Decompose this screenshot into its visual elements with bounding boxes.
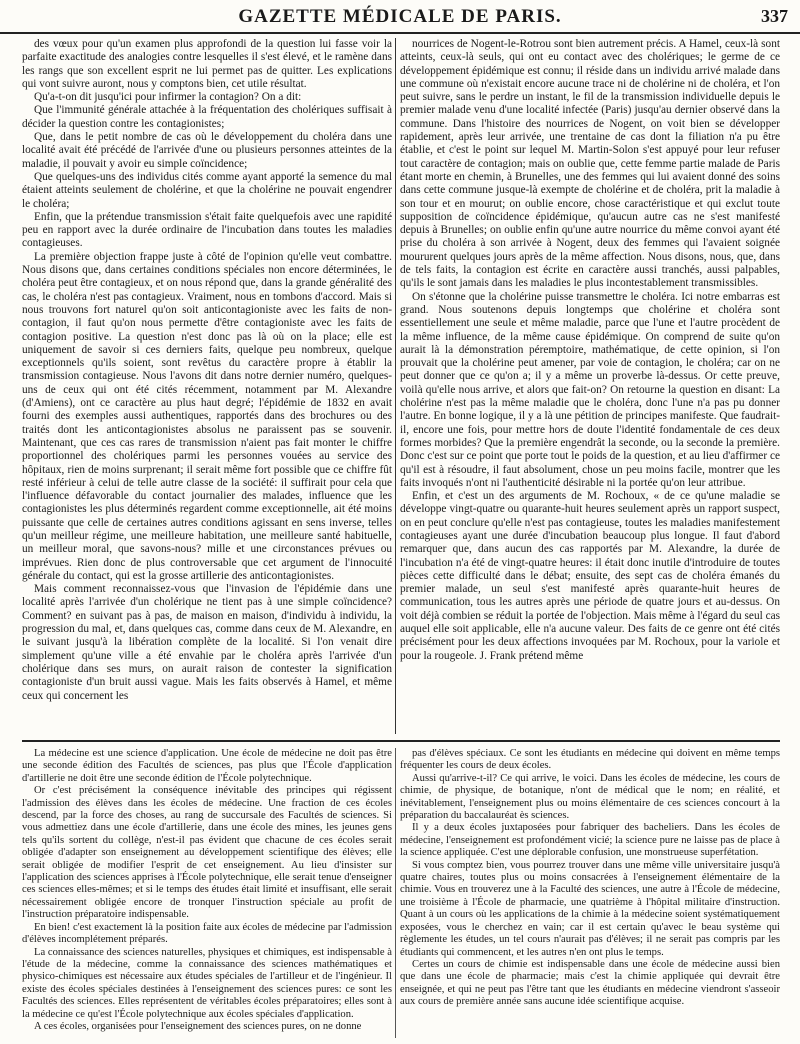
- masthead: [0, 6, 800, 34]
- page-number: 337: [761, 6, 788, 26]
- paragraph: Enfin, et c'est un des arguments de M. Rochoux, « de ce qu'une maladie se développe vingt-quatre ou quarante-huit heures seulement après un rapport suspect, on en peut conclure qu'elle n'est pas contagieuse, toutes les maladies manifestement contagieuses ayant une durée d'incubation beaucoup plus longue. Il faut d'abord remarquer que, dans aucun des cas rapportés par M. Alexandre, la durée de l'incubation n'a été de vingt-quatre heures: il était donc inutile d'introduire de toutes pièces cette difficulté dans le débat; ensuite, des sept cas de choléra émanés du premier malade, un seul s'est manifesté après quarante-huit heures de communication, tous les autres après une période de quatre jours et au-dessus. On voit déjà combien se réduit la portée de l'objection. Mais même à l'égard du seul cas auquel elle soit applicable, elle n'a aucune valeur. Des faits de ce genre ont été cités précisément pour les deux affections invoquées par M. Rochoux, pour la variole et pour la rougeole. J. Frank prétend même: [400, 490, 780, 662]
- paragraph: La connaissance des sciences naturelles, physiques et chimiques, est indispensable à l'étude de la médecine, comme la connaissance des sciences mathématiques et physico-chimiques est nécessaire aux études spéciales de l'artilleur et de l'ingénieur. Il existe des écoles spéciales destinées à l'enseignement des sciences pures: ce sont les Facultés des sciences. Elles représentent de véritables écoles préparatoires; elles sont à la médecine ce qu'est l'École polytechnique aux écoles spéciales d'application.: [22, 946, 392, 1020]
- feuilleton-divider: [22, 740, 780, 742]
- paragraph: Si vous comptez bien, vous pourrez trouver dans une même ville universitaire jusqu'à quatre chaires, toutes plus ou moins consacrées à l'enseignement élémentaire de la chimie. Vous en trouverez une à la Faculté des sciences, une autre à l'École de médecine, une troisième à l'École de pharmacie, une quatrième à l'hôpital militaire d'instruction. Quant à un cours où les applications de la chimie à la médecine soient systématiquement exposées, vous le cherchez en vain; car il est certain qu'avec le beau système qui règlemente les études, un tel cours n'aurait pas d'élèves; il ne serait pas compris par les étudiants qui commencent, et les autres n'en ont plus le temps.: [400, 859, 780, 958]
- paragraph: Aussi qu'arrive-t-il? Ce qui arrive, le voici. Dans les écoles de médecine, les cours de chimie, de physique, de botanique, n'ont de médical que le nom; en réalité, et inévitablement, l'enseignement plus ou moins élémentaire de ces sciences concourt à la préparation du baccalauréat ès sciences.: [400, 772, 780, 822]
- paragraph: On s'étonne que la cholérine puisse transmettre le choléra. Ici notre embarras est grand. Nous soutenons depuis longtemps que cholérine et choléra sont essentiellement une seule et même maladie, parce que l'une et l'autre procèdent de la même influence, de la même cause épidémique. On comprend de suite qu'on aurait là la démonstration péremptoire, mathématique, de cette opinion, si l'on prouvait que la cholérine peut amener, par voie de contagion, le choléra; car on ne peut donner que ce qu'on a; il y a même un proverbe là-dessus. Or cette preuve, voilà qu'elle nous arrive, et alors que fait-on? On retourne la question en disant: La cholérine n'est pas la même maladie que le choléra, donc l'une n'a pas pu donner l'autre. En bonne logique, il y a là une pétition de principes manifeste. Que faudrait-il, encore une fois, pour mettre hors de doute l'identité fondamentale de ces deux formes morbides? Que la première engendrât la seconde, ou la seconde la première. Donc c'est sur ce point que porte tout le poids de la question, et au lieu d'affirmer ce qu'il est à résoudre, il faut absolument, chose un peu moins facile, montrer que les faits invoqués n'ont ni l'authenticité désirable ni la portée qu'on leur attribue.: [400, 290, 780, 489]
- paragraph: En bien! c'est exactement là la position faite aux écoles de médecine par l'admission d'élèves incomplétement préparés.: [22, 921, 392, 946]
- paragraph: des vœux pour qu'un examen plus approfondi de la question lui fasse voir la parfaite exactitude des analogies contre lesquelles il s'est élevé, et le ramène dans les rangs que son excellent esprit ne lui permet pas de quitter. Les explications qui vont suivre auront, nous y comptons bien, cet utile résultat.: [22, 38, 392, 90]
- main-column-right: [400, 38, 780, 738]
- paragraph: Or c'est précisément la conséquence inévitable des principes qui régissent l'admission des élèves dans les écoles de médecine. Une fraction de ces écoles descend, par la force des choses, au rang de succursale des Facultés de sciences. Si vous admettiez dans une école d'artillerie, dans une école des mines, les jeunes gens tels qu'ils sortent du collège, n'est-il pas évident que chacune de ces écoles serait obligée d'adapter son enseignement au développement scientifique des élèves; elle serait obligée de modifier l'esprit de cet enseignement. Au lieu d'insister sur l'application des sciences apprises à l'École polytechnique, elle serait tenue d'enseigner ces sciences elles-mêmes; et si le temps des études était limité et insuffisant, elle serait nécessairement obligée encore de tronquer l'instruction spéciale au profit de l'instruction préparatoire indispensable.: [22, 785, 392, 921]
- paragraph: Mais comment reconnaissez-vous que l'invasion de l'épidémie dans une localité après l'arrivée d'un cholérique ne tient pas à une simple coïncidence? Comment? en suivant pas à pas, de maison en maison, d'individu à individu, la progression du mal, et, dans quelques cas, comme dans ceux de M. Alexandre, en le suivant jusqu'à la libération complète de la localité. Si l'on venait dire simplement qu'une ville a été envahie par le choléra après l'arrivée d'un cholérique dans ses murs, on aurait raison de contester la signification contagioniste d'un bruit aussi vague. Mais les faits observés à Hamel, et même ceux qui concernent les: [22, 583, 392, 702]
- paragraph: Enfin, que la prétendue transmission s'était faite quelquefois avec une rapidité peu en rapport avec la durée ordinaire de l'incubation dans toutes les maladies contagieuses.: [22, 210, 392, 250]
- paragraph: La première objection frappe juste à côté de l'opinion qu'elle veut combattre. Nous disons que, dans certaines conditions spéciales non encore déterminées, le choléra peut être contagieux, et on nous répond que, dans la grande généralité des cas, le choléra n'est pas contagieux. Vraiment, nous en tombons d'accord. Mais si nous trouvons fort naturel qu'on soit anticontagioniste avec les faits de non-contagion, il faut qu'on nous permette d'être contagioniste avec les faits de contagion positive. La question n'est donc pas là où on la place; elle est uniquement de savoir si ces derniers faits, quelque peu nombreux, quelque exceptionnels qu'ils soient, sont revêtus du caractère propre à établir la transmission contagieuse. Nous l'avons dit dans notre dernier numéro, quelques-uns de ceux qui ont été cités récemment, notamment par M. Alexandre (d'Amiens), ont ce caractère au plus haut degré; l'épidémie de 1832 en avait fourni des exemples aussi authentiques, rapportés dans des brochures ou des traités dont les anticontagionistes absolus ne paraissent pas se souvenir. Maintenant, que ces cas rares de transmission n'aient pas fait monter le chiffre proportionnel des cholériques parmi les personnes vouées au service des hôpitaux, rien de moins surprenant; il serait même fort possible que ce chiffre fût resté inférieur à celui de telle autre classe de la société: il suffirait pour cela que l'influence défavorable du contact journalier des malades, influence que les contagionistes les plus déterminés regardent comme exceptionnelle, ait été moins puissante que celle de certaines autres conditions agissant en sens inverse, telles qu'un meilleur régime, une meilleure habitation, une meilleure santé habituelle, un meilleur moral, que savons-nous? mille et une circonstances prévues ou imprévues. Rien donc de plus controversable que cet argument de l'innocuité générale du contact, qui est la grosse artillerie des anticontagionistes.: [22, 250, 392, 582]
- paragraph: A ces écoles, organisées pour l'enseignement des sciences pures, on ne donne: [34, 1020, 362, 1032]
- paragraph: Il y a deux écoles juxtaposées pour fabriquer des bacheliers. Dans les écoles de médecine, l'enseignement est profondément vicié; la science pure ne laisse pas de place à la science appliquée. C'est une déplorable confusion, une monstrueuse superfétation.: [400, 822, 780, 859]
- paragraph: La médecine est une science d'application. Une école de médecine ne doit pas être une seconde édition des Facultés de sciences, pas plus que l'École d'application d'artillerie ne doit être une seconde édition de l'École polytechnique.: [22, 748, 392, 784]
- paragraph: Que quelques-uns des individus cités comme ayant apporté la semence du mal étaient atteints seulement de cholérine, et que la cholérine ne pouvait engendrer le choléra;: [22, 170, 392, 210]
- paragraph: nourrices de Nogent-le-Rotrou sont bien autrement précis. A Hamel, ceux-là sont atteints, ceux-là seuls, qui ont eu contact avec des cholériques; le germe de ce développement épidémique est connu; il réside dans un individu arrivé malade dans une commune où n'existait encore aucune trace ni de cholérine ni de choléra, et l'on peut suivre, sans le perdre un instant, le fil de la transmission individuelle depuis le premier malade venu d'une localité infectée (Paris) jusqu'au dernier observé dans la commune. Dans l'histoire des nourrices de Nogent, on voit bien se développer rapidement, après leur arrivée, une trentaine de cas dont la filiation n'a pu être établie, et c'est le point sur lequel M. Martin-Solon s'est appuyé pour leur refuser tout caractère de contagion; mais on oublie que, cette femme partie malade de Paris étant morte en chemin, à Brunelles, une des femmes qui lui avaient donné des soins dans cette commune jusque-là exempte de cholérine et de choléra, prit la maladie à son tour et en mourut; on oublie encore, chose caractéristique et qui exclut toute supposition de coïncidence épidémique, qu'aucun autre cas ne s'est manifesté depuis à Brunelles; on oublie enfin qu'une autre nourrice du même convoi ayant été prise du choléra à son arrivée à Nogent, deux des femmes qui l'avaient soignée moururent quelques jours après de la même affection. Nous disons, nous, que, dans de tels faits, la contagion est écrite en caractère aussi tranchés, aussi palpables, qu'ils le sont jamais dans les maladies le plus incontestablement transmissibles.: [400, 38, 780, 290]
- paragraph: Qu'a-t-on dit jusqu'ici pour infirmer la contagion? On a dit:: [34, 91, 302, 104]
- paragraph: Certes un cours de chimie est indispensable dans une école de médecine aussi bien que dans une école de pharmacie; mais c'est la chimie appliquée qui devrait être enseignée, et qui ne peut pas l'être tant que les étudiants en médecine viendront s'asseoir aux cours de première année sans aucune idée scientifique acquise.: [400, 958, 780, 1008]
- paragraph: Que, dans le petit nombre de cas où le développement du choléra dans une localité avait été précédé de l'arrivée d'une ou plusieurs personnes atteintes de la maladie, il pouvait y avoir eu simple coïncidence;: [22, 131, 392, 170]
- paragraph: pas d'élèves spéciaux. Ce sont les étudiants en médecine qui doivent en même temps fréquenter les cours de deux écoles.: [400, 748, 780, 772]
- feuilleton-column-left: [22, 748, 392, 1038]
- feuilleton-column-right: [400, 748, 780, 1038]
- main-column-left: [22, 38, 392, 738]
- publication-title: GAZETTE MÉDICALE DE PARIS.: [238, 6, 562, 27]
- paragraph: Que l'immunité générale attachée à la fréquentation des cholériques suffisait à décider la question contre les contagionistes;: [22, 104, 392, 130]
- column-divider: [395, 748, 396, 1038]
- column-divider: [395, 38, 396, 734]
